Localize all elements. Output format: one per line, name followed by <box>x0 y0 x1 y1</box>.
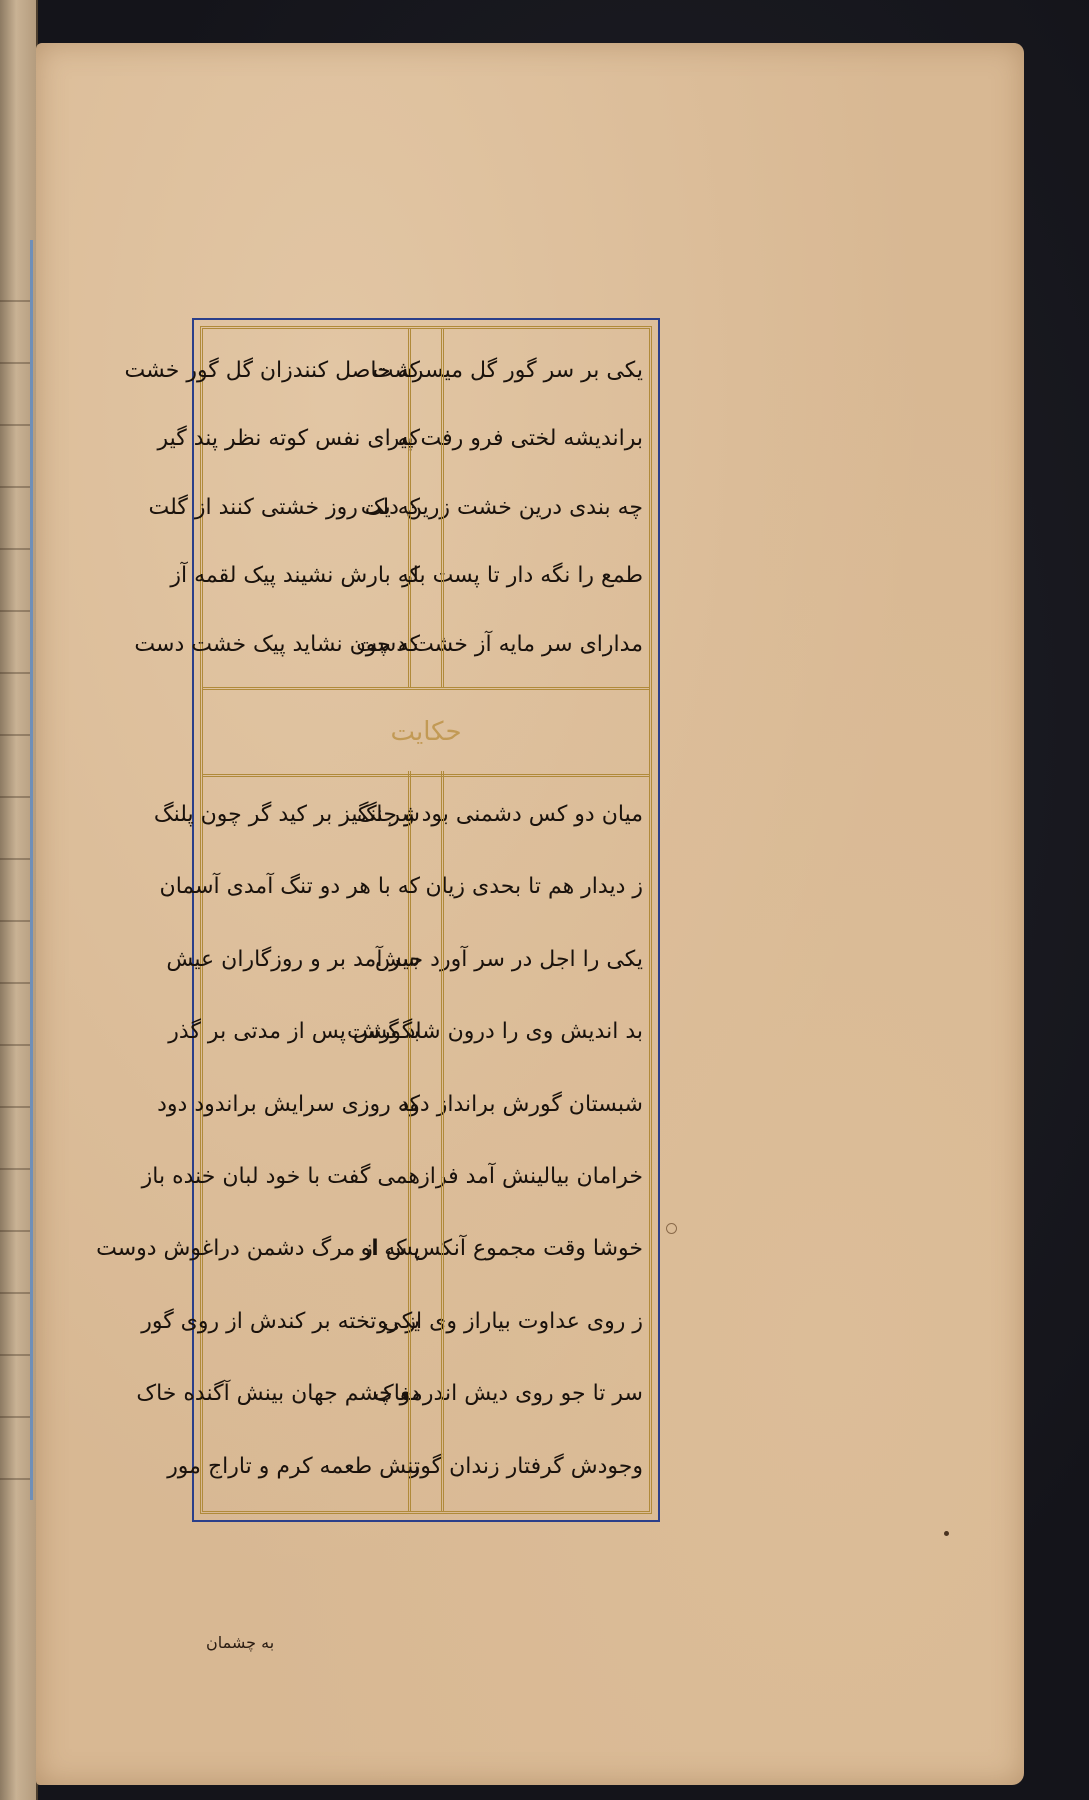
verse-line: طمع را نگه دار تا پست بار <box>402 563 643 589</box>
verse-line: سر تا جو روی دیش اندرمغاک <box>374 1381 643 1407</box>
lower-left-column <box>96 771 426 1511</box>
verse-line: ز دیدار هم تا بحدی زیان <box>425 874 643 900</box>
paper-speck <box>944 1531 949 1536</box>
section-heading: حکایت <box>390 717 462 747</box>
upper-left-column <box>124 329 426 687</box>
verse-line: که بارش نشیند پیک لقمه آز <box>170 563 420 589</box>
verse-line: که چون نشاید پیک خشت دست <box>134 631 420 657</box>
verse-line: بد اندیش وی را درون شاد گشت <box>346 1019 643 1045</box>
verse-line: شر انگیز بر کید گر چون پلنگ <box>153 802 420 827</box>
verse-line: یکی بر سر گور گل میسرشت <box>372 358 643 383</box>
verse-line: مدارای سر مایه آز خشت دست <box>356 631 643 657</box>
verse-line: یکی را اجل در سر آورد جیش <box>374 946 643 972</box>
manuscript-folio <box>36 43 1024 1785</box>
text-frame <box>96 318 660 1522</box>
upper-right-column <box>356 329 649 687</box>
verse-line: میان دو کس دشمنی بود و جنگ <box>357 802 643 827</box>
verse-line: که با هر دو تنگ آمدی آسمان <box>159 874 420 900</box>
verse-line: شبستان گورش برانداز دود <box>399 1091 643 1117</box>
verse-line: دو چشم جهان بینش آگنده خاک <box>136 1381 420 1407</box>
previous-page-edge <box>0 0 38 1800</box>
verse-line: خرامان بیالینش آمد فراز <box>419 1163 643 1189</box>
verse-line: یکی تخته بر کندش از روی گور <box>141 1308 420 1334</box>
lower-verse-panel <box>96 771 649 1511</box>
verse-line: که ای نفس کوته نظر پند گیر <box>157 426 420 452</box>
verse-line: تنش طعمه کرم و تاراج مور <box>167 1453 420 1479</box>
verse-line: وجودش گرفتار زندان گور <box>409 1453 643 1479</box>
gold-ruling <box>96 326 652 1514</box>
verse-line: ز روی عداوت بیاراز وی از رو <box>377 1308 643 1334</box>
heading-band <box>203 687 649 777</box>
upper-verse-panel <box>124 329 649 687</box>
previous-page-text-strip <box>0 240 33 1500</box>
verse-line: که یک روز خشتی کنند از گلت <box>148 494 420 520</box>
verse-line: که روزی سرایش براندود دود <box>157 1091 420 1117</box>
verse-line: بگورش پس از مدتی بر گذر <box>168 1019 420 1045</box>
lower-right-column <box>346 771 649 1511</box>
verse-line: همی گفت با خود لبان خنده باز <box>141 1163 420 1189</box>
verse-line: که حاصل کنندزان گل گور خشت <box>124 358 420 383</box>
verse-line: خوشا وقت مجموع آنکس که او <box>360 1236 643 1262</box>
verse-line: پس از مرگ دشمن دراغوش دوست <box>96 1236 420 1262</box>
verse-line: براندیشه لختی فرو رفت پیر <box>388 426 643 452</box>
verse-line: سر آمد بر و روزگاران عیش <box>166 946 420 972</box>
paper-blemish <box>666 1223 677 1234</box>
catchword: به چشمان <box>206 1633 275 1652</box>
verse-line: چه بندی درین خشت زرین دلت <box>360 494 643 520</box>
